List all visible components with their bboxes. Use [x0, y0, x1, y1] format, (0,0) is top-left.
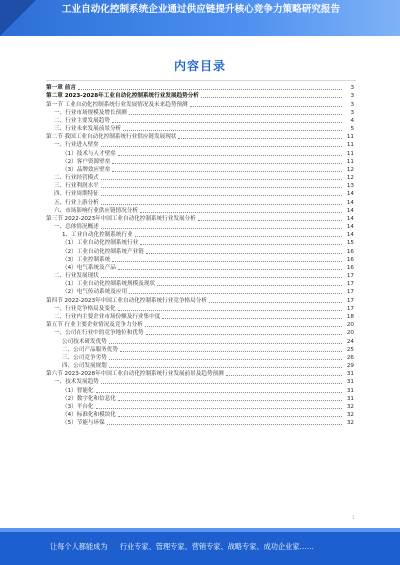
- toc-entry[interactable]: [46, 403, 354, 411]
- toc-leader-dots: [129, 114, 342, 115]
- toc-entry[interactable]: [46, 174, 354, 182]
- report-title: 工业自动化控制系统企业通过供应链提升核心竞争力策略研究报告: [61, 4, 341, 15]
- header-banner: [0, 0, 400, 36]
- toc-entry-title: 一、行业进入壁垒: [54, 142, 99, 149]
- toc-entry-page: 32: [346, 403, 354, 410]
- toc-entry-title: 三、行业利润水平: [54, 183, 99, 190]
- toc-entry-page: 31: [346, 395, 354, 402]
- toc-leader-dots: [118, 310, 342, 311]
- toc-entry-title: （3）品牌效应壁垒: [62, 166, 111, 173]
- toc-entry[interactable]: [46, 264, 354, 272]
- toc-entry-title: （2）电气传动系统及应用: [62, 289, 128, 296]
- toc-entry[interactable]: [46, 378, 354, 386]
- toc-entry-title: 三、公司竞争劣势: [62, 354, 107, 361]
- toc-entry-page: 29: [346, 363, 354, 370]
- toc-leader-dots: [78, 89, 342, 90]
- toc-entry[interactable]: [46, 84, 354, 92]
- toc-leader-dots: [101, 195, 342, 196]
- toc-entry-page: 16: [346, 264, 354, 271]
- toc-entry[interactable]: [46, 182, 354, 190]
- toc-entry-title: 第一章 前言: [46, 85, 76, 92]
- toc-entry-page: 3: [350, 101, 354, 108]
- toc-entry-page: 12: [346, 166, 354, 173]
- toc-entry-page: 14: [346, 215, 354, 222]
- toc-leader-dots: [190, 106, 342, 107]
- toc-entry-title: 五、行业上游分析: [54, 199, 99, 206]
- toc-leader-dots: [112, 171, 342, 172]
- toc-leader-dots: [226, 375, 342, 376]
- toc-entry[interactable]: [46, 149, 354, 157]
- toc-entry-page: 20: [346, 330, 354, 337]
- toc-entry[interactable]: [46, 362, 354, 370]
- toc-entry-title: 一、公司在行业中的竞争地位和优势: [54, 330, 144, 337]
- toc-leader-dots: [118, 155, 342, 156]
- toc-entry-title: 第五节 行业主要企业情况及竞争力分析: [46, 322, 143, 329]
- toc-leader-dots: [120, 351, 342, 352]
- toc-entry-page: 24: [346, 338, 354, 345]
- toc-leader-dots: [101, 179, 342, 180]
- toc-entry-page: 13: [346, 183, 354, 190]
- toc-entry-page: 18: [346, 313, 354, 320]
- toc-leader-dots: [112, 261, 342, 262]
- toc-entry[interactable]: [46, 207, 354, 215]
- toc-entry[interactable]: [46, 411, 354, 419]
- toc-entry[interactable]: [46, 419, 354, 427]
- toc-entry-title: 1、工业自动化控制系统行业: [62, 232, 133, 239]
- toc-leader-dots: [146, 334, 342, 335]
- toc-leader-dots: [109, 367, 342, 368]
- toc-entry-page: 17: [346, 297, 354, 304]
- toc-entry-title: 二、行业经营模式: [54, 175, 99, 182]
- toc-entry-page: 20: [346, 322, 354, 329]
- toc-entry[interactable]: [46, 329, 354, 337]
- toc-entry-title: 二、公司产品服务优势: [62, 346, 118, 353]
- toc-entry-page: 17: [346, 273, 354, 280]
- toc-entry-title: 三、行业未来发展前景分析: [54, 126, 122, 133]
- toc-entry-page: 11: [346, 158, 354, 165]
- toc-leader-dots: [109, 359, 342, 360]
- toc-entry-title: （4）电气系统及产品: [62, 264, 116, 271]
- toc-entry-page: 15: [346, 240, 354, 247]
- toc-entry[interactable]: [46, 239, 354, 247]
- toc-entry[interactable]: [46, 215, 354, 223]
- toc-entry-title: （2）工业自动化控制系统产业链: [62, 248, 144, 255]
- toc-entry-title: （1）工业自动化控制系统行业: [62, 240, 139, 247]
- footer-stripe: [0, 528, 400, 532]
- toc-entry-title: （3）平台化: [62, 403, 94, 410]
- toc-leader-dots: [96, 392, 342, 393]
- toc-entry-page: 3: [350, 85, 354, 92]
- toc-entry-page: 16: [346, 248, 354, 255]
- toc-entry[interactable]: [46, 109, 354, 117]
- toc-leader-dots: [146, 253, 342, 254]
- toc-entry[interactable]: [46, 166, 354, 174]
- toc-entry-title: （2）客户资源壁垒: [62, 158, 111, 165]
- toc-divider: [46, 80, 356, 81]
- page-number: 1: [352, 515, 355, 520]
- toc-leader-dots: [140, 244, 342, 245]
- toc-entry-page: 5: [350, 126, 354, 133]
- toc-entry[interactable]: [46, 198, 354, 206]
- toc-entry-page: 11: [346, 142, 354, 149]
- toc-entry-page: 17: [346, 305, 354, 312]
- toc-entry-page: 14: [346, 191, 354, 198]
- toc-leader-dots: [198, 220, 342, 221]
- toc-entry[interactable]: [46, 247, 354, 255]
- toc-leader-dots: [178, 138, 342, 139]
- footer-banner: [0, 528, 400, 565]
- toc-entry-page: 26: [346, 354, 354, 361]
- toc-leader-dots: [101, 277, 342, 278]
- table-of-contents: [46, 84, 354, 427]
- toc-leader-dots: [112, 122, 342, 123]
- toc-entry-page: 14: [346, 207, 354, 214]
- toc-entry-title: （2）数字化和信息化: [62, 395, 116, 402]
- toc-entry-title: （4）标准化和模块化: [62, 412, 116, 419]
- toc-leader-dots: [96, 408, 342, 409]
- toc-entry-page: 31: [346, 387, 354, 394]
- toc-entry[interactable]: [46, 158, 354, 166]
- toc-entry[interactable]: [46, 386, 354, 394]
- toc-leader-dots: [123, 130, 342, 131]
- toc-entry[interactable]: [46, 231, 354, 239]
- toc-entry-title: 六、市场影响行业供应链情况分析: [54, 207, 138, 214]
- toc-leader-dots: [101, 187, 342, 188]
- toc-entry-title: 第二章 2023-2028年工业自动化控制系统行业发展趋势分析: [46, 93, 199, 100]
- toc-leader-dots: [112, 163, 342, 164]
- toc-entry[interactable]: [46, 256, 354, 264]
- toc-entry-title: （3）工业控制系统: [62, 256, 111, 263]
- toc-entry-page: 32: [346, 412, 354, 419]
- toc-entry-title: 二、行业发展现状: [54, 273, 99, 280]
- toc-leader-dots: [135, 236, 342, 237]
- toc-leader-dots: [101, 146, 342, 147]
- toc-entry[interactable]: [46, 100, 354, 108]
- toc-leader-dots: [107, 424, 342, 425]
- toc-entry-page: 3: [350, 93, 354, 100]
- toc-entry-page: 3: [350, 109, 354, 116]
- toc-entry-page: 17: [346, 289, 354, 296]
- footer-slogan-roles: 行业专家、管理专家、营销专家、战略专家、成功企业家……: [119, 542, 314, 551]
- toc-leader-dots: [145, 326, 342, 327]
- toc-entry[interactable]: [46, 190, 354, 198]
- toc-entry-title: 一、技术发展趋势: [54, 379, 99, 386]
- toc-entry[interactable]: [46, 92, 354, 100]
- toc-entry-page: 11: [346, 134, 354, 141]
- toc-entry-page: 11: [346, 150, 354, 157]
- toc-heading: 内容目录: [173, 59, 226, 73]
- toc-entry-title: 第六节 2023-2028年中国工业自动化控制系统行业发展前景及趋势预测: [46, 371, 224, 378]
- toc-entry[interactable]: [46, 288, 354, 296]
- toc-leader-dots: [101, 204, 342, 205]
- toc-entry[interactable]: [46, 313, 354, 321]
- toc-entry-title: 四、公司发展规划: [62, 363, 107, 370]
- toc-entry[interactable]: [46, 223, 354, 231]
- toc-leader-dots: [209, 302, 342, 303]
- toc-entry[interactable]: [46, 321, 354, 329]
- toc-entry[interactable]: [46, 141, 354, 149]
- toc-entry-title: 一、行业竞争格局及变化: [54, 305, 116, 312]
- footer-slogan-lead: 让每个人都能成为: [50, 542, 108, 551]
- toc-entry-page: 12: [346, 175, 354, 182]
- toc-entry-page: 32: [346, 420, 354, 427]
- toc-entry[interactable]: [46, 346, 354, 354]
- toc-entry-page: 31: [346, 379, 354, 386]
- toc-entry-title: 第四节 2022-2023年中国工业自动化控制系统行业竞争格局分析: [46, 297, 207, 304]
- toc-entry-title: 第三节 2022-2023年中国工业自动化控制系统行业发展分析: [46, 215, 196, 222]
- toc-entry-title: （1）工业自动化控制系统规模及现状: [62, 281, 156, 288]
- toc-entry-title: 第一节 工业自动化控制系统行业发展情况及未来趋势预测: [46, 101, 188, 108]
- toc-entry-title: 第二节 我国工业自动化控制系统行业供应链发展现状: [46, 134, 177, 141]
- banner-fold-decoration: [0, 0, 36, 36]
- toc-leader-dots: [118, 269, 342, 270]
- toc-entry[interactable]: [46, 395, 354, 403]
- toc-entry[interactable]: [46, 280, 354, 288]
- toc-entry-page: 14: [346, 199, 354, 206]
- toc-entry[interactable]: [46, 125, 354, 133]
- toc-leader-dots: [101, 228, 342, 229]
- toc-entry-page: 31: [346, 371, 354, 378]
- toc-entry[interactable]: [46, 337, 354, 345]
- toc-entry[interactable]: [46, 305, 354, 313]
- toc-entry-page: 14: [346, 224, 354, 231]
- toc-entry-title: （1）智能化: [62, 387, 94, 394]
- toc-entry-title: 二、行业主要发展趋势: [54, 117, 110, 124]
- toc-leader-dots: [201, 97, 342, 98]
- toc-entry-title: （5）节能与环保: [62, 420, 105, 427]
- toc-entry-page: 4: [350, 117, 354, 124]
- toc-leader-dots: [118, 416, 342, 417]
- toc-entry[interactable]: [46, 370, 354, 378]
- toc-entry[interactable]: [46, 272, 354, 280]
- toc-entry-title: 一、行业市场规模及增长预测: [54, 109, 127, 116]
- toc-entry-page: 16: [346, 256, 354, 263]
- toc-entry-title: 四、行业周期特征: [54, 191, 99, 198]
- toc-leader-dots: [118, 400, 342, 401]
- toc-leader-dots: [162, 318, 342, 319]
- toc-leader-dots: [129, 293, 342, 294]
- footer-slogan: [50, 542, 324, 552]
- toc-entry-title: 二、行业内主要企业市场份额及行业集中度: [54, 313, 161, 320]
- toc-entry[interactable]: [46, 296, 354, 304]
- toc-entry-page: 17: [346, 281, 354, 288]
- toc-entry-page: 25: [346, 346, 354, 353]
- toc-entry-title: （1）技术与人才壁垒: [62, 150, 116, 157]
- toc-entry-title: 一、总体情况概述: [54, 224, 99, 231]
- toc-leader-dots: [140, 212, 342, 213]
- toc-leader-dots: [157, 285, 342, 286]
- toc-leader-dots: [101, 383, 342, 384]
- toc-entry[interactable]: [46, 354, 354, 362]
- toc-entry[interactable]: [46, 133, 354, 141]
- toc-leader-dots: [109, 343, 342, 344]
- toc-entry-page: 14: [346, 232, 354, 239]
- toc-entry-title: 公司技术研发优势: [62, 338, 107, 345]
- toc-entry[interactable]: [46, 117, 354, 125]
